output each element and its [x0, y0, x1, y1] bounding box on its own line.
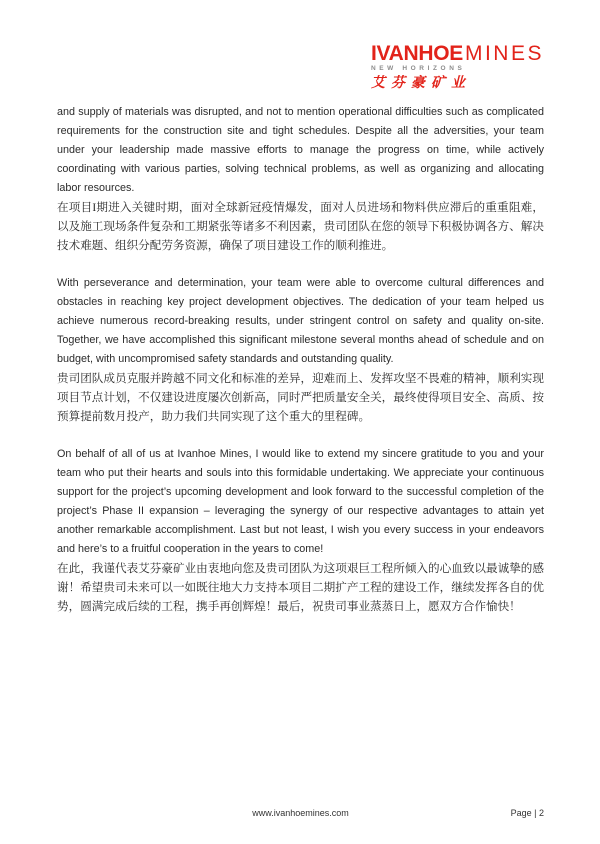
paragraph-en-2: With perseverance and determination, your team were able to overcome cultural differences and obstacles in reaching key project development objectives. The dedication of your team helped us achieve numerous record-breaking results, under stringent control on safety and quality on-site. Together, we have accomplished this significant milestone several months ahead of schedule and on budget, with uncompromised safety standards and outstanding quality.	[57, 277, 544, 365]
paragraph-zh-3: 在此，我谨代表艾芬豪矿业由衷地向您及贵司团队为这项艰巨工程所倾入的心血致以最诚挚的感谢！希望贵司未来可以一如既往地大力支持本项目二期扩产工程的建设工作，继续发挥各自的优势，圆满完成后续的工程，携手再创辉煌！最后，祝贵司事业蒸蒸日上，愿双方合作愉快！	[57, 562, 544, 613]
logo-tagline: NEW HORIZONS	[370, 65, 466, 72]
paragraph-en-1: and supply of materials was disrupted, and not to mention operational difficulties such as complicated requirements for the construction site and tight schedules. Despite all the adversities, your team under your leadership made massive efforts to manage the progress on time, while actively coordinating with various parties, solving technical problems, as well as organizing and allocating labor resources.	[57, 106, 544, 194]
logo-wordmark	[371, 43, 544, 64]
page-footer	[57, 808, 544, 826]
logo-ivanhoe-text: IVANHOE	[370, 42, 463, 65]
logo-mines-text: MINES	[464, 42, 544, 65]
paragraph-zh-1: 在项目I期进入关键时期，面对全球新冠疫情爆发，面对人员进场和物料供应滞后的重重阻难，以及施工现场条件复杂和工期紧张等诸多不利因素，贵司团队在您的领导下积极协调各方、解决技术难题、组织分配劳务资源，确保了项目建设工作的顺利推进。	[57, 201, 544, 252]
logo-chinese-name: 艾芬豪矿业	[370, 75, 471, 91]
paragraph-zh-2: 贵司团队成员克服并跨越不同文化和标准的差异，迎难而上、发挥攻坚不畏难的精神，顺利实现项目节点计划，不仅建设进度屡次创新高，同时严把质量安全关，最终使得项目安全、高质、按预算提前数月投产，助力我们共同实现了这个重大的里程碑。	[57, 372, 544, 423]
paragraph-en-3: On behalf of all of us at Ivanhoe Mines, I would like to extend my sincere gratitude to you and your team who put their hearts and souls into this formidable undertaking. We appreciate your continuous support for the project’s upcoming development and look forward to the successful completion of the project’s Phase II expansion – leveraging the synergy of our respective advantages to attain yet another remarkable accomplishment. Last but not least, I wish you every success in your endeavors and here’s to a fruitful cooperation in the years to come!	[57, 448, 544, 555]
letter-block-3	[57, 445, 544, 616]
letter-body	[57, 103, 544, 616]
letter-block-1	[57, 103, 544, 255]
footer-website-link[interactable]: www.ivanhoemines.com	[252, 808, 349, 818]
letter-block-2	[57, 274, 544, 426]
footer-page-number: Page | 2	[510, 808, 544, 818]
company-logo	[371, 43, 544, 91]
